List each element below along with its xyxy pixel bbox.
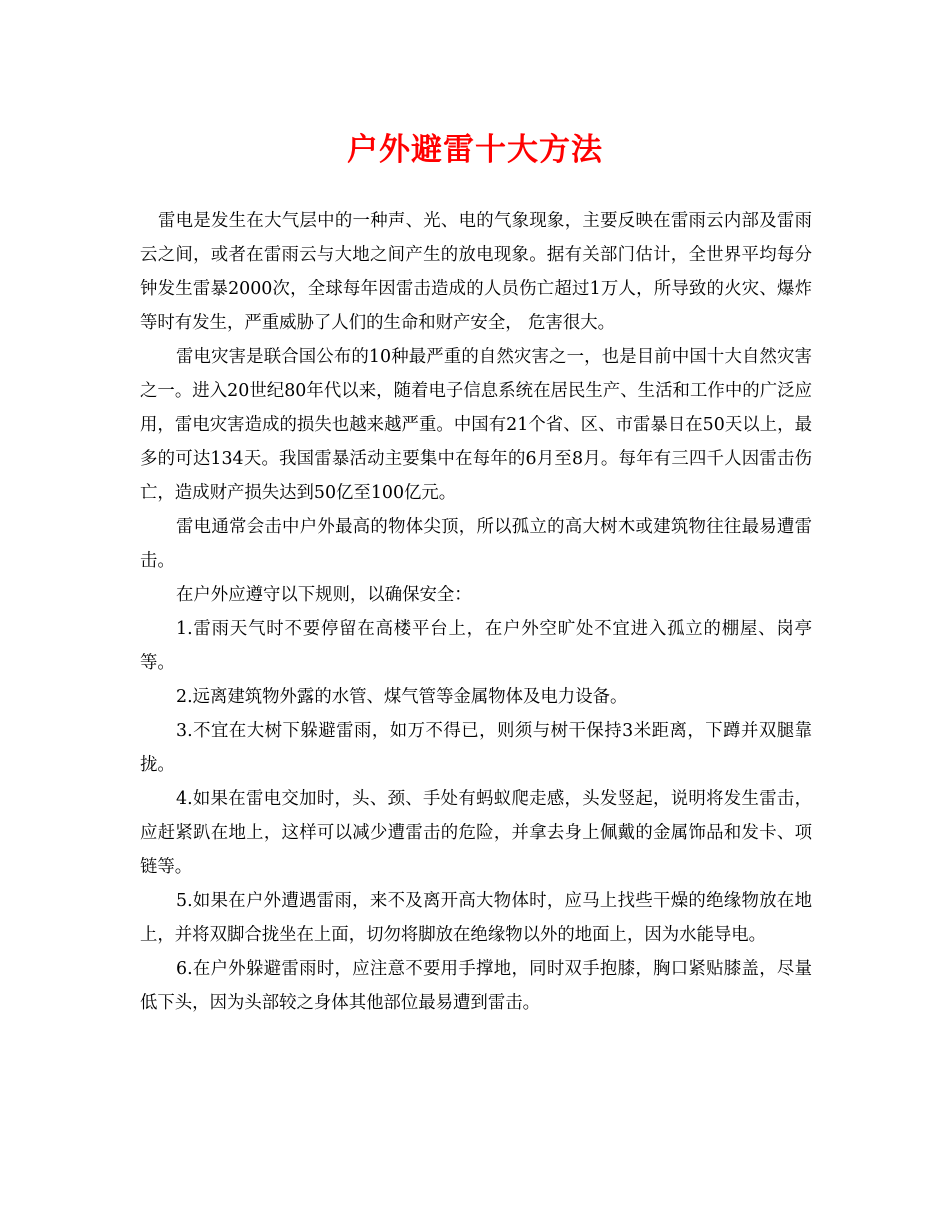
rule-item-3: 3.不宜在大树下躲避雷雨，如万不得已，则须与树干保持3米距离，下蹲并双腿靠拢。 xyxy=(140,721,812,775)
document-title: 户外避雷十大方法 xyxy=(347,132,603,168)
paragraph-disaster: 雷电灾害是联合国公布的10种最严重的自然灾害之一，也是目前中国十大自然灾害之一。进入20世纪80年代以来，随着电子信息系统在居民生产、生活和工作中的广泛应用，雷电灾害造成的损失也越来越严重。中国有21个省、区、市雷暴日在50天以上，最多的可达134天。我国雷暴活动主要集中在每年的6月至8月。每年有三四千人因雷击伤亡，造成财产损失达到50亿至100亿元。 xyxy=(140,347,812,503)
paragraph-rules-intro: 在户外应遵守以下规则，以确保安全： xyxy=(176,585,472,605)
rule-item-5: 5.如果在户外遭遇雷雨，来不及离开高大物体时，应马上找些干燥的绝缘物放在地上，并将双脚合拢坐在上面，切勿将脚放在绝缘物以外的地面上，因为水能导电。 xyxy=(140,891,812,945)
paragraph-intro: 雷电是发生在大气层中的一种声、光、电的气象现象，主要反映在雷雨云内部及雷雨云之间，或者在雷雨云与大地之间产生的放电现象。据有关部门估计，全世界平均每分钟发生雷暴2000次，全球每年因雷击造成的人员伤亡超过1万人，所导致的火灾、爆炸等时有发生，严重威胁了人们的生命和财产安全， 危害很大。 xyxy=(140,211,812,333)
document-body xyxy=(140,204,812,1020)
rule-item-2: 2.远离建筑物外露的水管、煤气管等金属物体及电力设备。 xyxy=(176,687,628,707)
rule-item-4: 4.如果在雷电交加时，头、颈、手处有蚂蚁爬走感，头发竖起，说明将发生雷击，应赶紧趴在地上，这样可以减少遭雷击的危险，并拿去身上佩戴的金属饰品和发卡、项链等。 xyxy=(140,789,812,877)
rule-item-1: 1.雷雨天气时不要停留在高楼平台上，在户外空旷处不宜进入孤立的棚屋、岗亭等。 xyxy=(140,619,812,673)
paragraph-strike-target: 雷电通常会击中户外最高的物体尖顶，所以孤立的高大树木或建筑物往往最易遭雷击。 xyxy=(140,517,812,571)
rule-item-6: 6.在户外躲避雷雨时，应注意不要用手撑地，同时双手抱膝，胸口紧贴膝盖，尽量低下头，因为头部较之身体其他部位最易遭到雷击。 xyxy=(140,959,812,1013)
